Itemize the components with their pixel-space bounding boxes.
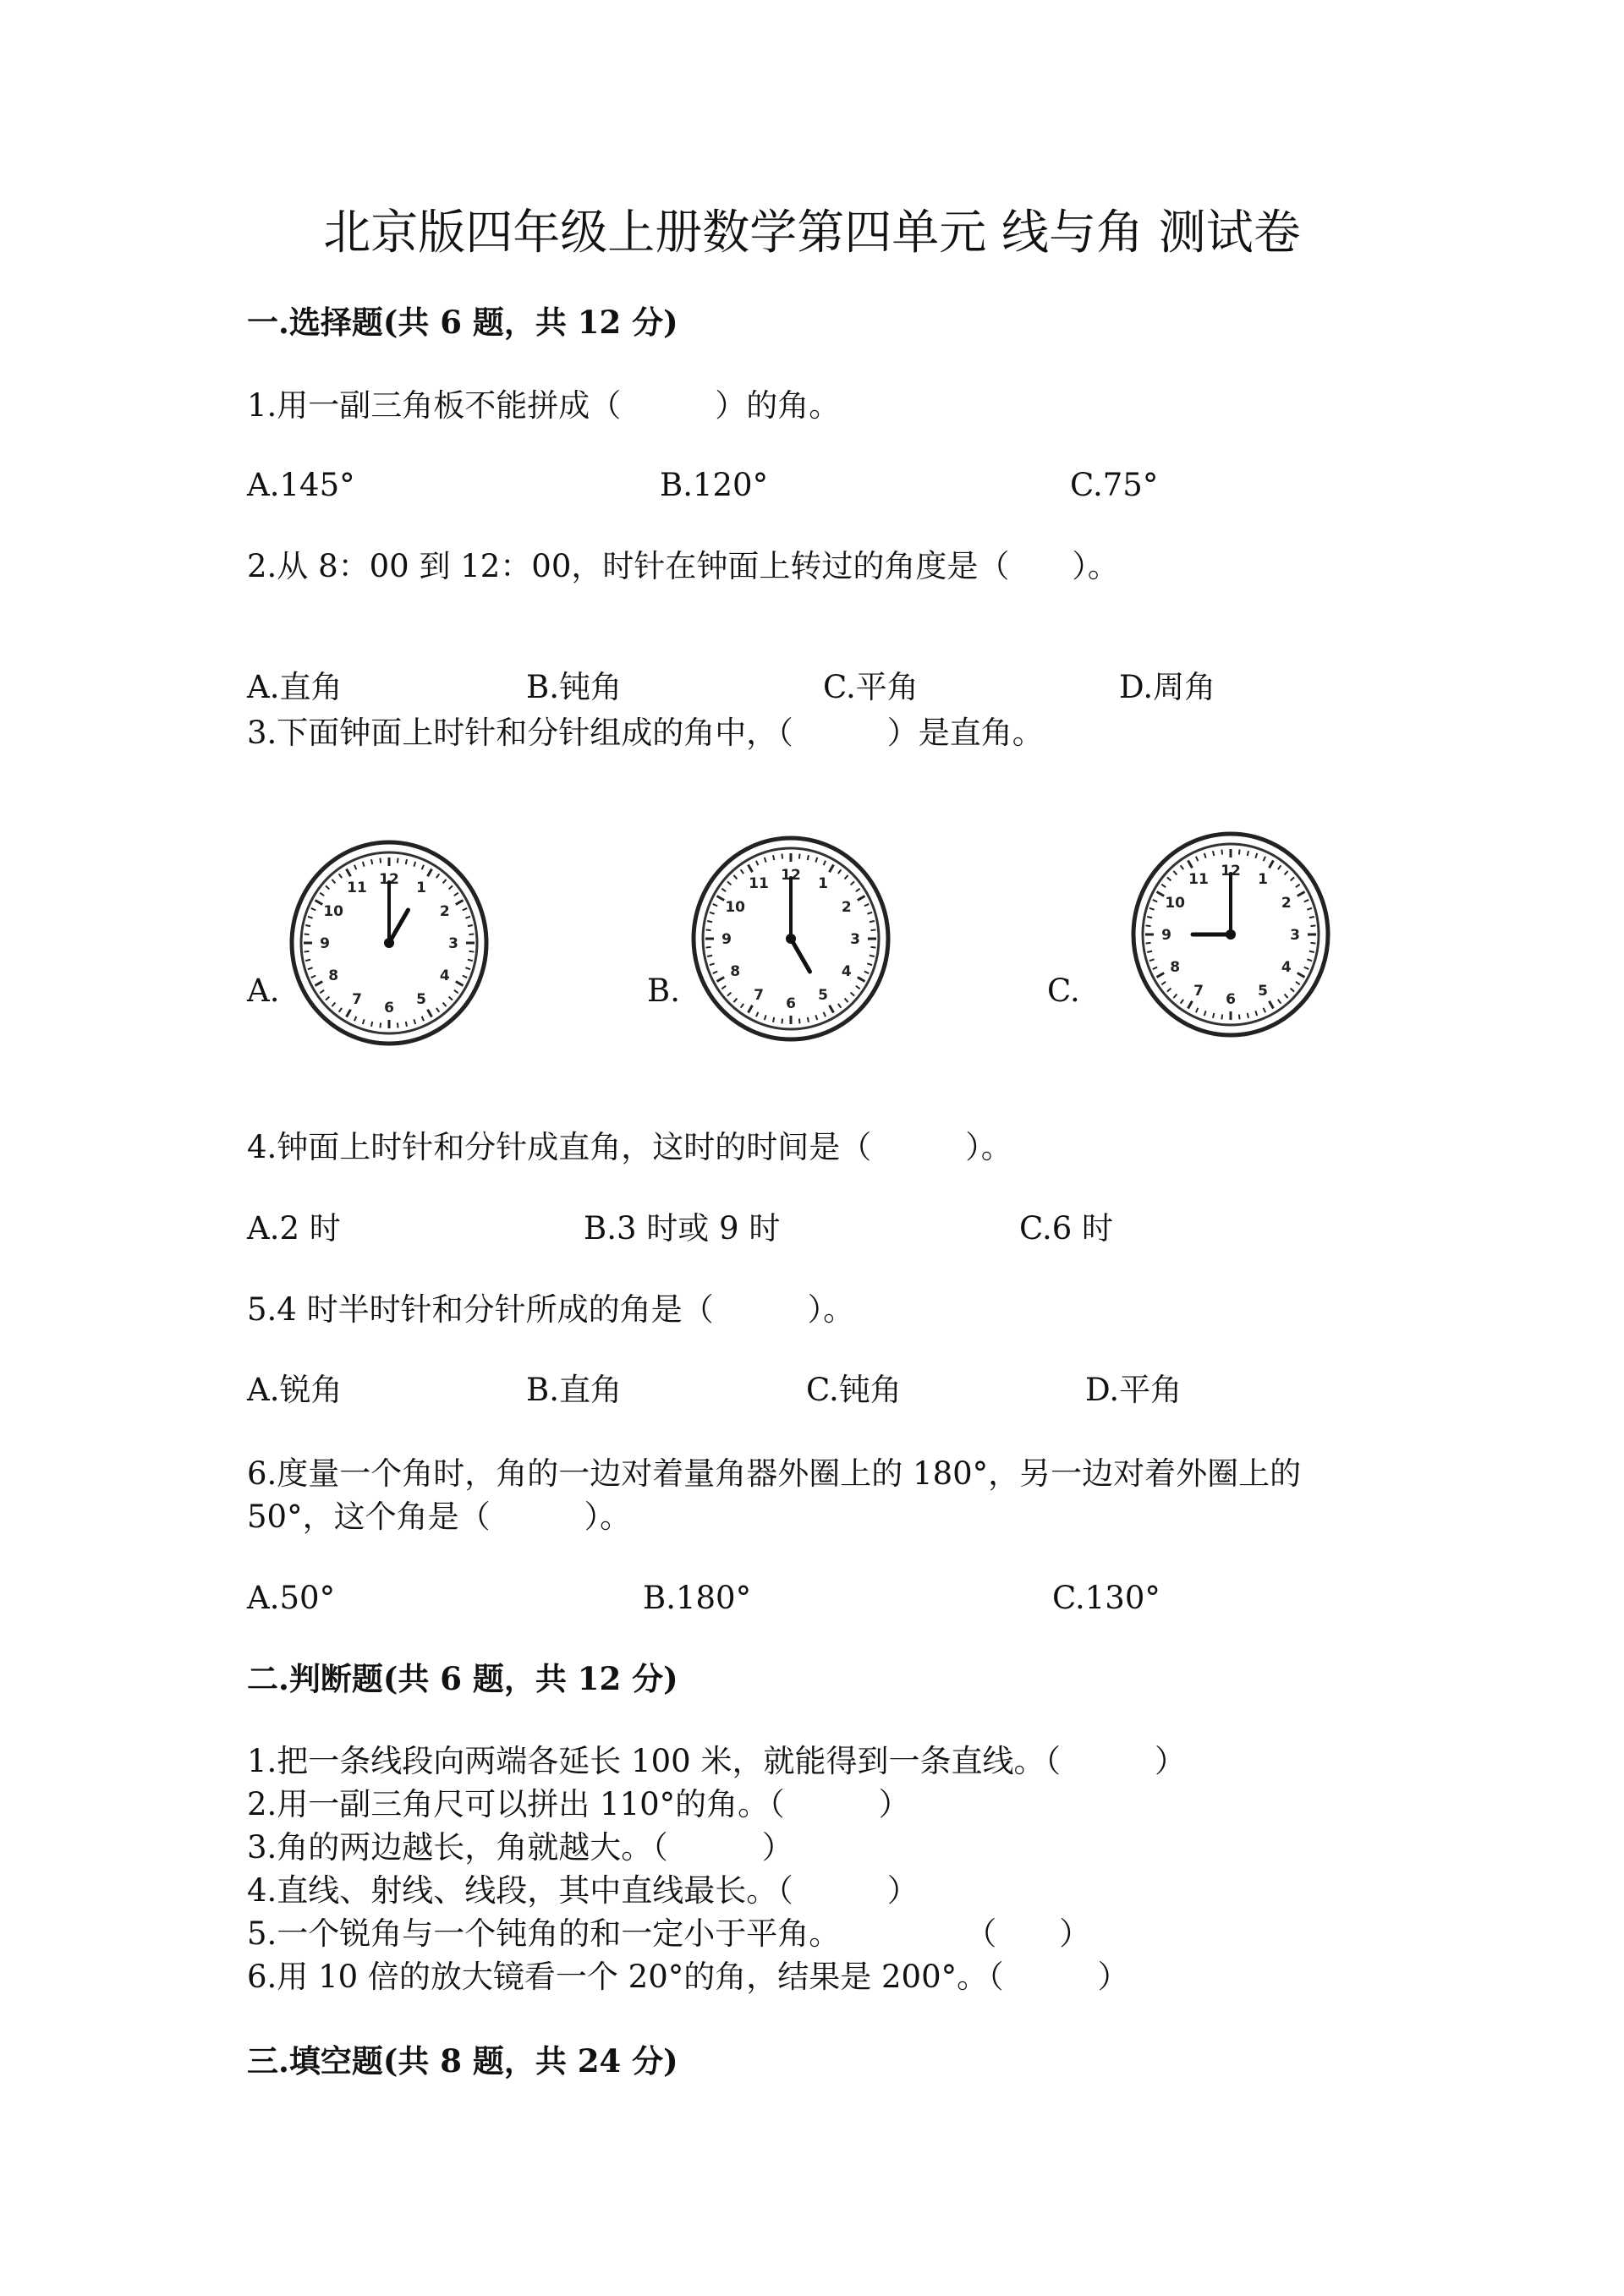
option-5d: D.平角 xyxy=(1085,1372,1182,1408)
clock-number: 6 xyxy=(384,1000,394,1016)
clock-number: 6 xyxy=(786,995,796,1012)
clock-tick xyxy=(870,947,875,948)
question-2: 2.从 8：00 到 12：00，时针在钟面上转过的角度是（ ）。 xyxy=(247,548,1119,584)
clock-tick xyxy=(1310,925,1315,926)
clock-number: 4 xyxy=(841,963,852,980)
clock-number: 4 xyxy=(439,967,450,984)
clock-tick xyxy=(870,921,875,922)
option-3a: A. xyxy=(247,973,280,1009)
option-5b: B.直角 xyxy=(526,1372,622,1408)
clock-number: 9 xyxy=(320,935,330,952)
option-3c: C. xyxy=(1047,973,1080,1009)
clock-tick xyxy=(1146,943,1151,944)
clock-tick xyxy=(1221,1014,1222,1019)
option-6a: A.50° xyxy=(247,1580,336,1616)
clock-number: 7 xyxy=(352,990,362,1008)
option-5c: C.钝角 xyxy=(806,1372,902,1408)
clock-tick xyxy=(371,859,372,864)
clock-tick xyxy=(1213,1013,1214,1018)
judge-5: 5.一个锐角与一个钝角的和一定小于平角。 （ ） xyxy=(247,1915,1091,1952)
clock-face-b xyxy=(689,833,892,1044)
clock-number: 12 xyxy=(379,871,399,888)
clock-number: 10 xyxy=(725,899,746,916)
clock-number: 11 xyxy=(749,875,769,893)
clock-tick xyxy=(380,1022,381,1027)
clock-center-pin xyxy=(1226,929,1236,940)
clock-tick xyxy=(1239,1014,1240,1019)
clock-tick xyxy=(469,951,474,952)
clock-tick xyxy=(707,921,712,922)
clock-tick xyxy=(1239,850,1240,855)
clock-tick xyxy=(1309,951,1314,952)
clock-tick xyxy=(870,929,875,930)
judge-2: 2.用一副三角尺可以拼出 110°的角。（ ） xyxy=(247,1786,910,1822)
clock-number: 12 xyxy=(1221,863,1241,879)
clock-center-pin xyxy=(384,938,394,948)
clock-tick xyxy=(1146,925,1151,926)
question-5: 5.4 时半时针和分针所成的角是（ ）。 xyxy=(247,1291,855,1328)
page-title: 北京版四年级上册数学第四单元 线与角 测试卷 xyxy=(323,205,1301,260)
clock-tick xyxy=(1310,943,1315,944)
clock-number: 5 xyxy=(1258,982,1268,1000)
option-3b: B. xyxy=(647,973,680,1009)
question-3: 3.下面钟面上时针和分针组成的角中，（ ）是直角。 xyxy=(247,715,1044,751)
clock-tick xyxy=(799,1018,800,1023)
clock-number: 7 xyxy=(754,986,764,1004)
clock-number: 3 xyxy=(448,935,458,952)
option-4b: B.3 时或 9 时 xyxy=(584,1210,781,1247)
clock-number: 3 xyxy=(850,931,860,948)
option-6c: C.130° xyxy=(1052,1580,1160,1616)
section-heading-choice: 一.选择题(共 6 题，共 12 分) xyxy=(247,304,678,341)
question-6-line-1: 6.度量一个角时，角的一边对着量角器外圈上的 180°，另一边对着外圈上的 xyxy=(247,1455,1302,1492)
clock-number: 2 xyxy=(841,899,852,916)
clock-number: 8 xyxy=(1170,959,1181,976)
clock-number: 1 xyxy=(1258,871,1268,889)
clock-tick xyxy=(305,960,310,961)
clock-tick xyxy=(304,951,310,952)
clock-number: 9 xyxy=(721,931,732,948)
clock-tick xyxy=(1213,851,1214,856)
option-1c: C.75° xyxy=(1070,467,1159,503)
judge-1: 1.把一条线段向两端各延长 100 米，就能得到一条直线。（ ） xyxy=(247,1743,1186,1779)
option-2d: D.周角 xyxy=(1119,669,1216,705)
option-1b: B.120° xyxy=(660,467,769,503)
clock-number: 10 xyxy=(323,903,344,920)
clock-number: 5 xyxy=(818,986,828,1004)
clock-tick xyxy=(799,854,800,859)
clock-tick xyxy=(1221,850,1222,855)
clock-number: 1 xyxy=(416,879,426,897)
clock-tick xyxy=(305,925,310,926)
clock-number: 12 xyxy=(781,867,801,884)
option-6b: B.180° xyxy=(643,1580,752,1616)
clock-tick xyxy=(706,947,711,948)
question-1: 1.用一副三角板不能拼成（ ）的角。 xyxy=(247,387,841,424)
clock-number: 9 xyxy=(1161,927,1171,944)
clock-number: 4 xyxy=(1281,959,1292,976)
option-2c: C.平角 xyxy=(823,669,919,705)
section-heading-judge: 二.判断题(共 6 题，共 12 分) xyxy=(247,1660,678,1697)
clock-tick xyxy=(468,925,473,926)
clock-number: 6 xyxy=(1226,991,1236,1008)
clock-tick xyxy=(468,960,473,961)
clock-number: 2 xyxy=(1281,895,1292,912)
clock-tick xyxy=(773,1017,774,1022)
clock-tick xyxy=(1147,917,1152,918)
clock-tick xyxy=(1147,951,1152,952)
clock-number: 11 xyxy=(1188,871,1209,889)
clock-number: 7 xyxy=(1193,982,1204,1000)
clock-tick xyxy=(406,1022,407,1027)
clock-tick xyxy=(808,855,809,860)
option-1a: A.145° xyxy=(247,467,355,503)
clock-tick xyxy=(773,855,774,860)
option-2a: A.直角 xyxy=(247,669,343,705)
clock-number: 8 xyxy=(328,967,339,984)
clock-tick xyxy=(380,858,381,863)
clock-number: 8 xyxy=(730,963,741,980)
clock-tick xyxy=(371,1022,372,1027)
clock-center-pin xyxy=(786,934,796,944)
clock-face-c xyxy=(1129,829,1332,1040)
judge-4: 4.直线、射线、线段，其中直线最长。（ ） xyxy=(247,1872,919,1909)
clock-number: 2 xyxy=(439,903,450,920)
clock-number: 3 xyxy=(1290,927,1300,944)
option-2b: B.钝角 xyxy=(526,669,622,705)
clock-number: 11 xyxy=(347,879,367,897)
clock-number: 1 xyxy=(818,875,828,893)
question-4: 4.钟面上时针和分针成直角，这时的时间是（ ）。 xyxy=(247,1129,1012,1165)
question-6-line-2: 50°，这个角是（ ）。 xyxy=(247,1499,632,1535)
clock-face-a xyxy=(288,837,491,1049)
clock-tick xyxy=(706,929,711,930)
option-4c: C.6 时 xyxy=(1019,1210,1114,1247)
clock-number: 10 xyxy=(1165,895,1186,912)
clock-tick xyxy=(1309,917,1314,918)
clock-number: 5 xyxy=(416,990,426,1008)
option-5a: A.锐角 xyxy=(247,1372,343,1408)
judge-3: 3.角的两边越长，角就越大。（ ） xyxy=(247,1829,793,1866)
option-4a: A.2 时 xyxy=(247,1210,341,1247)
clock-tick xyxy=(406,859,407,864)
clock-tick xyxy=(808,1017,809,1022)
section-heading-fill: 三.填空题(共 8 题，共 24 分) xyxy=(247,2042,678,2080)
judge-6: 6.用 10 倍的放大镜看一个 20°的角，结果是 200°。（ ） xyxy=(247,1959,1129,1995)
